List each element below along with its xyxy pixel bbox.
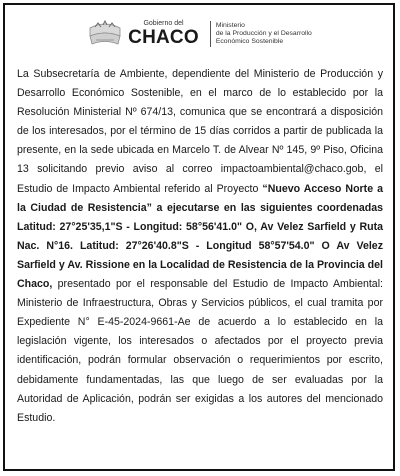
brand-name: CHACO — [128, 27, 199, 48]
chaco-shield-logo-icon — [86, 18, 124, 50]
header — [5, 7, 393, 61]
ministry-line: de la Producción y el Desarrollo — [215, 30, 312, 37]
project-description: “Nuevo Acceso Norte a la Ciudad de Resistencia” a ejecutarse en las siguientes coordenadas Latitud: 27°25'35,1"S - Longitud: 58°56'41.0" O, Av Velez Sarfield y Ruta Nac. N°16. Latitud: 27°26'40.8"S - Longitud 58°57'54.0" O Av Velez Sarfield y Av. Rissione en la Localidad de Resistencia de la Provincia del Chaco, — [17, 182, 383, 291]
notice-closing-text: presentado por el responsable del Estudio de Impacto Ambiental: Ministerio de Infraestructura, Obras y Servicios públicos, el cual tramita por Expediente N° E-45-2024-9661-Ae de acuerdo a lo establecido en la legislación vigente, los interesados o afectados por el proyecto previa identificación, podrán formular observación o requerimientos por escrito, debidamente fundamentadas, las que luego de ser evaluadas por la Autoridad de Aplicación, podrán ser exigidas a los autores del mencionado Estudio. — [17, 278, 383, 424]
brand-top-label: Gobierno del — [143, 20, 184, 27]
header-divider — [210, 21, 211, 47]
notice-frame — [3, 3, 395, 471]
ministry-name — [216, 22, 312, 46]
notice-body — [5, 61, 393, 428]
brand — [128, 20, 199, 48]
ministry-line: Ministerio — [215, 22, 245, 29]
notice-intro-text: La Subsecretaría de Ambiente, dependiente del Ministerio de Producción y Desarrollo Económico Sostenible, en el marco de lo establecido por la Resolución Ministerial Nº 674/13, comunica que se encontrará a disposición de los interesados, por el término de 15 días corridos a partir de publicada la presente, en la sede ubicada en Marcelo T. de Alvear Nº 145, 9º Piso, Oficina 13 solicitando previo aviso al correo impactoambiental@chaco.gob, el Estudio de Impacto Ambiental referido al Proyecto — [17, 68, 383, 195]
ministry-line: Económico Sostenible — [215, 38, 284, 45]
